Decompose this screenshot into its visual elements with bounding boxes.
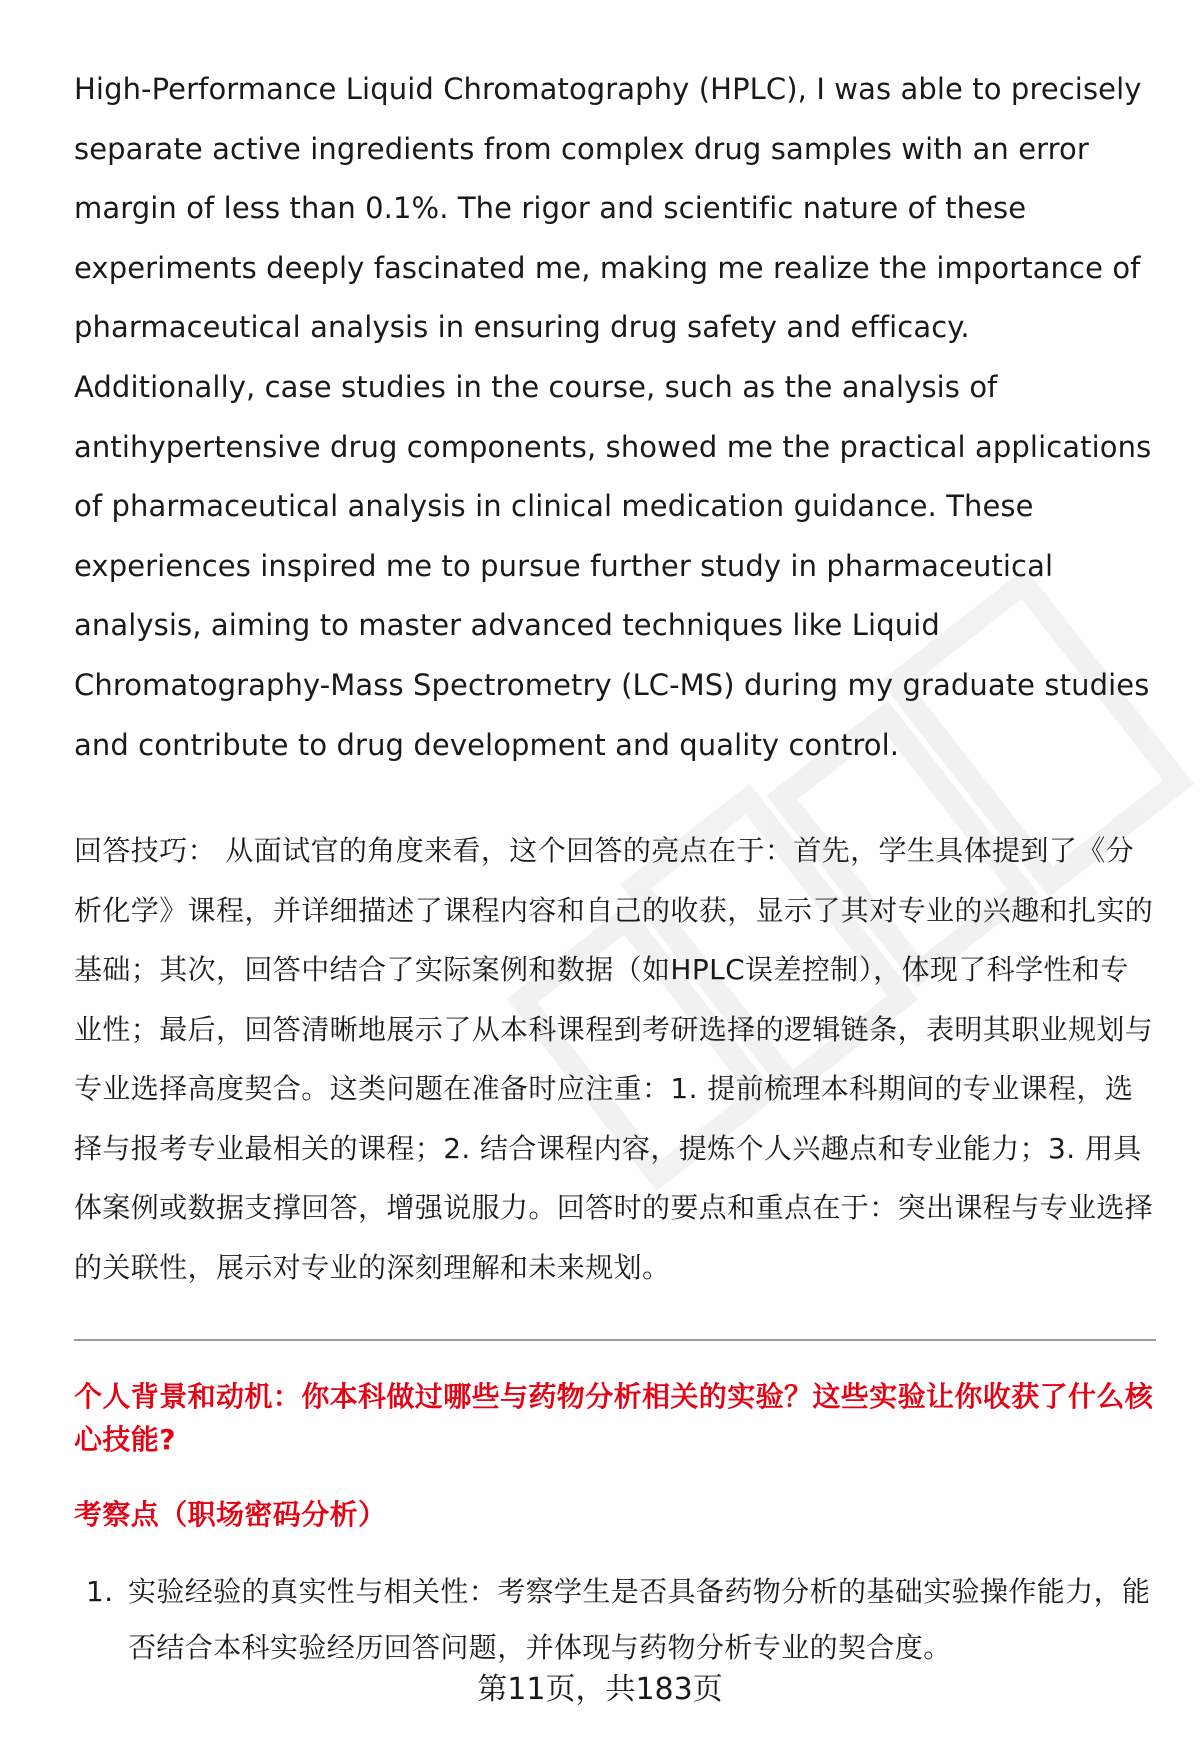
- page-number-footer: 第11页，共183页: [477, 1672, 723, 1707]
- list-item-number: 1.: [86, 1575, 114, 1609]
- english-answer-paragraph: High-Performance Liquid Chromatography (HPLC), I was able to precisely separate active ingredients from complex drug samples with an error margin of less than 0.1%. The rigor and scientific nature of these experiments deeply fascinated me, making me realize the importance of pharmaceutical analysis in ensuring drug safety and efficacy. Additionally, case studies in the course, such as the analysis of antihypertensive drug components, showed me the practical applications of pharmaceutical analysis in clinical medication guidance. These experiences inspired me to pursue further study in pharmaceutical analysis, aiming to master advanced techniques like Liquid Chromatography-Mass Spectrometry (LC-MS) during my graduate studies and contribute to drug development and quality control.: [74, 72, 1152, 762]
- section-divider: [74, 1339, 1156, 1341]
- section-title: 考察点（职场密码分析）: [74, 1498, 387, 1532]
- list-item-text: 实验经验的真实性与相关性：考察学生是否具备药物分析的基础实验操作能力，能否结合本科实验经历回答问题，并体现与药物分析专业的契合度。: [128, 1575, 1151, 1665]
- question-title: 个人背景和动机：你本科做过哪些与药物分析相关的实验？这些实验让你收获了什么核心技能?: [74, 1380, 1154, 1457]
- points-list: [74, 1564, 1156, 1676]
- document-page: [74, 60, 1156, 1676]
- answer-tips-paragraph: 回答技巧： 从面试官的角度来看，这个回答的亮点在于：首先，学生具体提到了《分析化学》课程，并详细描述了课程内容和自己的收获，显示了其对专业的兴趣和扎实的基础；其次，回答中结合了实际案例和数据（如HPLC误差控制），体现了科学性和专业性；最后，回答清晰地展示了从本科课程到考研选择的逻辑链条，表明其职业规划与专业选择高度契合。这类问题在准备时应注重：1. 提前梳理本科期间的专业课程，选择与报考专业最相关的课程；2. 结合课程内容，提炼个人兴趣点和专业能力；3. 用具体案例或数据支撑回答，增强说服力。回答时的要点和重点在于：突出课程与专业选择的关联性，展示对专业的深刻理解和未来规划。: [74, 834, 1154, 1284]
- list-item: [74, 1564, 1156, 1676]
